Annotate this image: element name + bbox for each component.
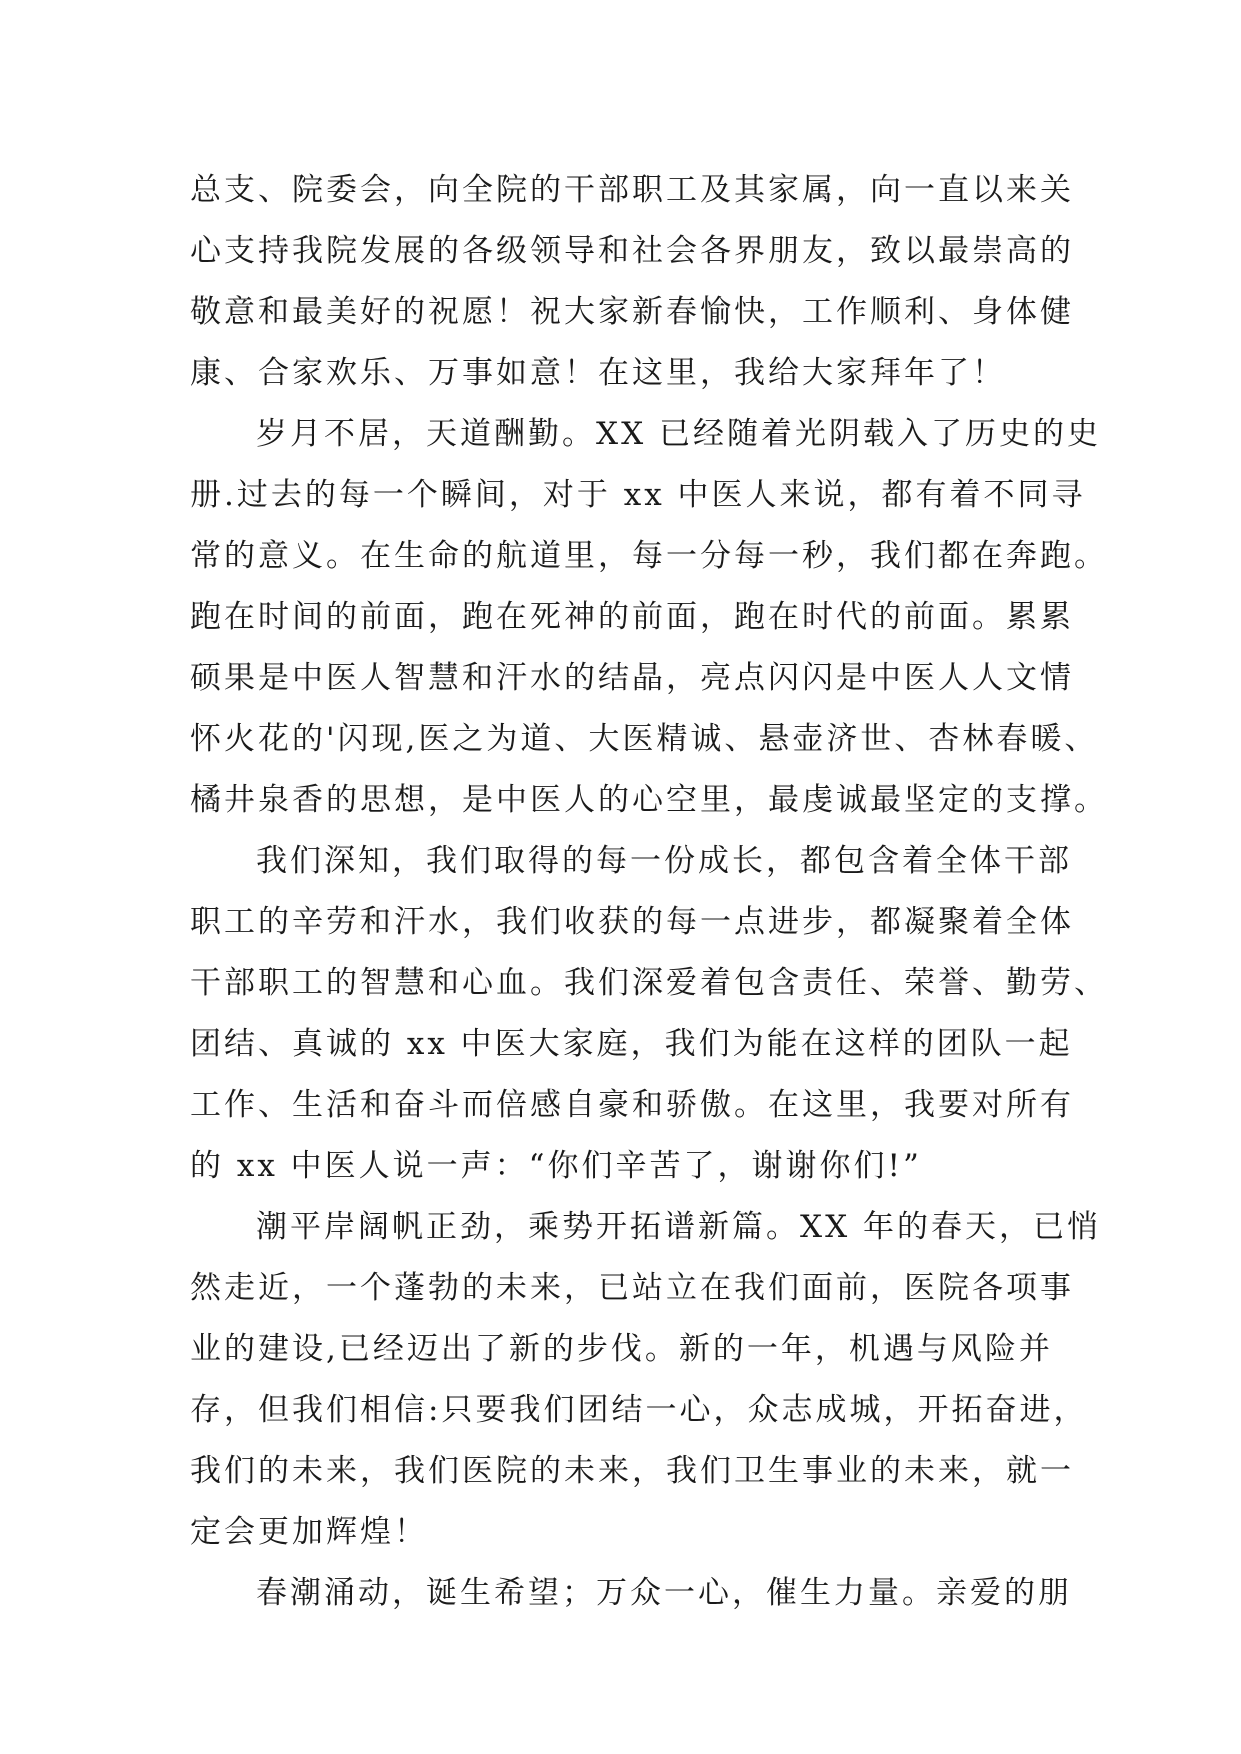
text-line: 心支持我院发展的各级领导和社会各界朋友，致以最崇高的 (190, 233, 1074, 269)
document-body (190, 160, 1108, 1624)
text-line: 我们深知，我们取得的每一份成长，都包含着全体干部 (256, 843, 1072, 879)
text-line: 硕果是中医人智慧和汗水的结晶，亮点闪闪是中医人人文情 (190, 660, 1074, 696)
text-line: 常的意义。在生命的航道里，每一分每一秒，我们都在奔跑。 (190, 538, 1108, 574)
text-line: 业的建设,已经迈出了新的步伐。新的一年，机遇与风险并 (190, 1331, 1053, 1367)
text-line: 存，但我们相信:只要我们团结一心，众志成城，开拓奋进， (190, 1392, 1088, 1428)
text-line: 总支、院委会，向全院的干部职工及其家属，向一直以来关 (190, 172, 1074, 208)
text-line: 职工的辛劳和汗水，我们收获的每一点进步，都凝聚着全体 (190, 904, 1074, 940)
paragraph-5 (190, 1563, 1072, 1624)
text-line: 的 xx 中医人说一声：“你们辛苦了，谢谢你们!” (190, 1148, 922, 1184)
text-line: 我们的未来，我们医院的未来，我们卫生事业的未来，就一 (190, 1453, 1074, 1489)
text-line: 春潮涌动，诞生希望；万众一心，催生力量。亲爱的朋 (256, 1575, 1072, 1611)
text-line: 定会更加辉煌！ (190, 1514, 428, 1550)
text-line: 橘井泉香的思想，是中医人的心空里，最虔诚最坚定的支撑。 (190, 782, 1108, 818)
text-line: 康、合家欢乐、万事如意！在这里，我给大家拜年了！ (190, 355, 1006, 391)
text-line: 岁月不居，天道酬勤。XX 已经随着光阴载入了历史的史 (256, 416, 1101, 452)
text-line: 团结、真诚的 xx 中医大家庭，我们为能在这样的团队一起 (190, 1026, 1073, 1062)
text-line: 怀火花的'闪现,医之为道、大医精诚、悬壶济世、杏林春暖、 (190, 721, 1099, 757)
text-line: 工作、生活和奋斗而倍感自豪和骄傲。在这里，我要对所有 (190, 1087, 1074, 1123)
paragraph-4 (190, 1197, 1101, 1563)
text-line: 然走近，一个蓬勃的未来，已站立在我们面前，医院各项事 (190, 1270, 1074, 1306)
paragraph-1 (190, 160, 1074, 404)
text-line: 敬意和最美好的祝愿！祝大家新春愉快，工作顺利、身体健 (190, 294, 1074, 330)
text-line: 册.过去的每一个瞬间，对于 xx 中医人来说，都有着不同寻 (190, 477, 1086, 513)
paragraph-2 (190, 404, 1108, 831)
paragraph-3 (190, 831, 1108, 1197)
text-line: 跑在时间的前面，跑在死神的前面，跑在时代的前面。累累 (190, 599, 1074, 635)
text-line: 潮平岸阔帆正劲，乘势开拓谱新篇。XX 年的春天，已悄 (256, 1209, 1101, 1245)
text-line: 干部职工的智慧和心血。我们深爱着包含责任、荣誉、勤劳、 (190, 965, 1108, 1001)
